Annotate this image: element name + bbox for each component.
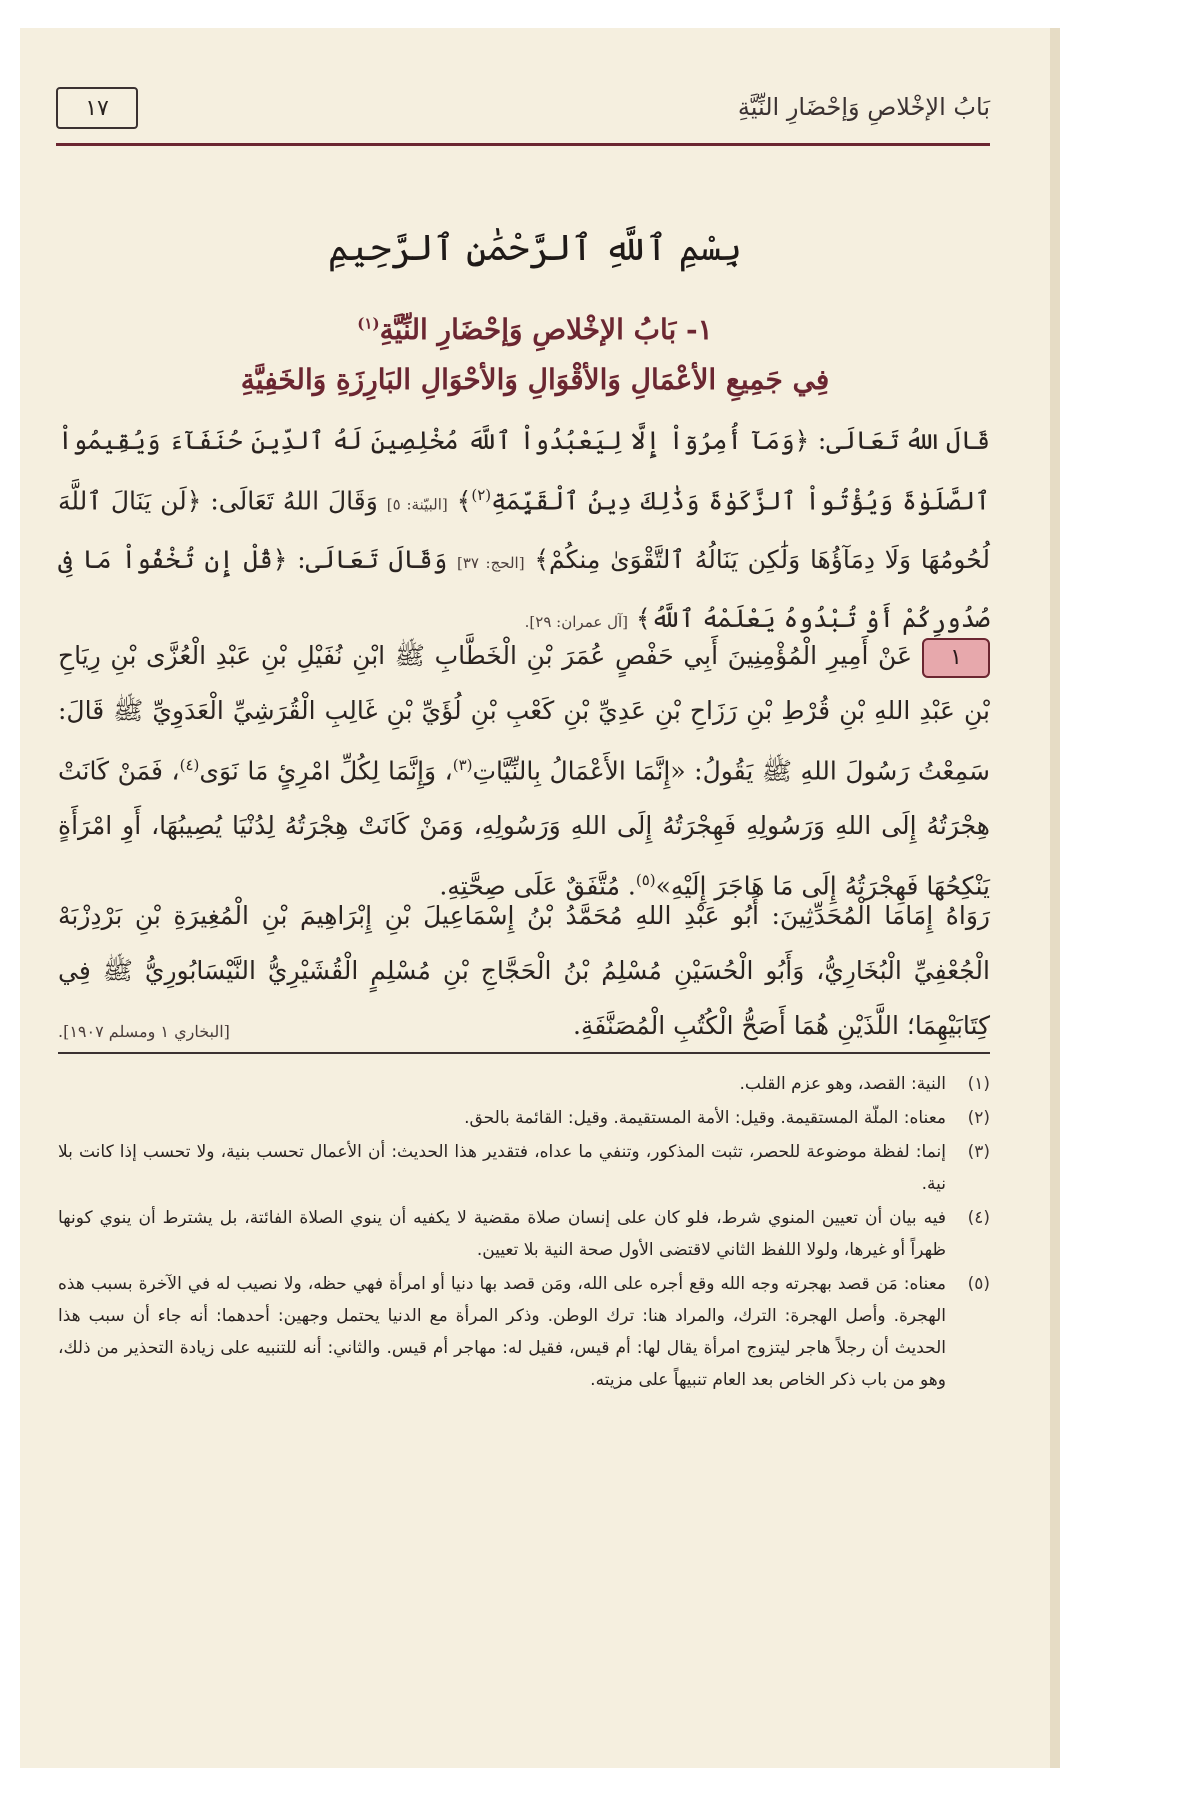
- verse-intro: وَقَالَ اللهُ تَعَالَى:: [201, 486, 387, 516]
- attribution-text: رَوَاهُ إِمَامَا الْمُحَدِّثِينَ: أَبُو عَبْدِ اللهِ مُحَمَّدُ بْنُ إِسْمَاعِيلَ بْنِ إِبْرَاهِيمَ بْنِ الْمُغِيرَةِ بْنِ بَرْدِزْبَهْ الْجُعْفِيِّ الْبُخَارِيُّ، وَأَبُو الْحُسَيْنِ مُسْلِمُ بْنُ الْحَجَّاجِ بْنِ مُسْلِمٍ الْقُشَيْرِيُّ النَّيْسَابُورِيُّ ﷺ فِي كِتَابَيْهِمَا؛ اللَّذَيْنِ هُمَا أَصَحُّ الْكُتُبِ الْمُصَنَّفَةِ.: [58, 901, 990, 1040]
- footnote-text: فيه بيان أن تعيين المنوي شرط، فلو كان على إنسان صلاة مقضية لا يكفيه أن ينوي الصلاة الفائتة، بل يشترط أن ينوي كونها ظهراً أو غيرها، ولولا اللفظ الثاني لاقتضى الأول صحة النية بلا تعيين.: [58, 1208, 946, 1260]
- running-header: [56, 83, 990, 146]
- verse-text: ﴿وَمَآ أُمِرُوٓاْ إِلَّا لِيَعْبُدُواْ ٱللَّهَ مُخْلِصِينَ لَهُ ٱلدِّينَ حُنَفَآءَ وَيُقِيمُواْ ٱلصَّلَوٰةَ وَيُؤْتُواْ ٱلزَّكَوٰةَ وَذَٰلِكَ دِينُ ٱلْقَيِّمَةِ: [58, 426, 990, 516]
- footnote-marker: (٣): [452, 756, 473, 774]
- footnote-text: معناه: الملّة المستقيمة. وقيل: الأمة المستقيمة. وقيل: القائمة بالحق.: [464, 1108, 946, 1128]
- hadith-text: [58, 628, 990, 914]
- verse-close: ﴾: [447, 486, 472, 516]
- source-reference: [البخاري ١ ومسلم ١٩٠٧].: [58, 1022, 230, 1041]
- hadith-part: ، وَإِنَّمَا لِكُلِّ امْرِئٍ مَا نَوَى: [199, 756, 453, 786]
- hadith-number-badge: ١: [922, 638, 990, 678]
- footnote-marker: (٤): [179, 756, 200, 774]
- footnote-marker: (٢): [471, 486, 492, 504]
- book-page: [20, 28, 1060, 1768]
- verse-intro: وَقَالَ تَعَالَى:: [287, 545, 457, 575]
- footnote-item: [58, 1102, 990, 1134]
- hadith-part: ، فَمَنْ كَانَتْ هِجْرَتُهُ إِلَى اللهِ وَرَسُولِهِ فَهِجْرَتُهُ إِلَى اللهِ وَرَسُولِهِ، وَمَنْ كَانَتْ هِجْرَتُهُ لِدُنْيَا يُصِيبُهَا، أَوِ امْرَأَةٍ يَنْكِحُهَا فَهِجْرَتُهُ إِلَى مَا هَاجَرَ إِلَيْهِ»: [58, 756, 990, 901]
- basmala: بِسْمِ ٱللَّهِ ٱلرَّحْمَٰنِ ٱلرَّحِيمِ: [327, 228, 743, 269]
- footnote-number: (١): [967, 1074, 990, 1094]
- footnote-number: (٤): [967, 1208, 990, 1228]
- footnote-text: معناه: مَن قصد بهجرته وجه الله وقع أجره على الله، ومَن قصد بها دنيا أو امرأة فهي حظه، ولا نصيب له في الآخرة بسبب هذه الهجرة. وأصل الهجرة: الترك، والمراد هنا: ترك الوطن. وذكر المرأة مع الدنيا يحتمل وجهين: أحدهما: أنه جاء أن سبب هذا الحديث أن رجلاً هاجر ليتزوج امرأة يقال لها: أم قيس، فقيل له: مهاجر أم قيس. والثاني: أنه للتنبيه على زيادة التحذير من ذلك، وهو من باب ذكر الخاص بعد العام تنبيهاً على مزيته.: [58, 1274, 946, 1390]
- footnotes: [58, 1068, 990, 1398]
- footnote-number: (٥): [967, 1274, 990, 1294]
- footnote-number: (٢): [967, 1108, 990, 1128]
- footnote-number: (٣): [967, 1142, 990, 1162]
- footnote-marker: (٥): [635, 871, 656, 890]
- hadith-part: عَنْ أَمِيرِ الْمُؤْمِنِينَ أَبِي حَفْصٍ عُمَرَ بْنِ الْخَطَّابِ ﷺ ابْنِ نُفَيْلِ بْنِ عَبْدِ الْعُزَّى بْنِ رِيَاحِ بْنِ عَبْدِ اللهِ بْنِ قُرْطِ بْنِ رَزَاحِ بْنِ عَدِيِّ بْنِ كَعْبِ بْنِ لُؤَيِّ بْنِ غَالِبِ الْقُرَشِيِّ الْعَدَوِيِّ ﷺ قَالَ: سَمِعْتُ رَسُولَ اللهِ ﷺ يَقُولُ: «إِنَّمَا الأَعْمَالُ بِالنِّيَّاتِ: [58, 641, 990, 786]
- chapter-title: بَابُ الإخْلاصِ وَإحْضَارِ النِّيَّةِ: [737, 93, 990, 121]
- page-number: ١٧: [56, 87, 138, 129]
- footnote-item: [58, 1136, 990, 1200]
- verse-text: ﴿لَن يَنَالَ ٱللَّهَ لُحُومُهَا وَلَا دِمَآؤُهَا وَلَٰكِن يَنَالُهُ ٱلتَّقْوَىٰ مِنكُمْ﴾: [58, 486, 991, 575]
- footnote-divider: [58, 1052, 990, 1054]
- footnote-marker: (١): [357, 314, 380, 333]
- verse-reference: [الحج: ٣٧]: [456, 554, 525, 573]
- verse-intro: قَالَ اللهُ تَعَالَى:: [809, 426, 991, 455]
- footnote-item: [58, 1268, 990, 1396]
- footnote-text: النية: القصد، وهو عزم القلب.: [739, 1074, 946, 1094]
- footnote-item: [58, 1068, 990, 1100]
- verse-text: ﴿قُلْ إِن تُخْفُواْ مَا فِى صُدُورِكُمْ أَوْ تُبْدُوهُ يَعْلَمْهُ ٱللَّهُ﴾: [58, 545, 990, 634]
- hadith-part: . مُتَّفَقٌ عَلَى صِحَّتِهِ.: [439, 871, 636, 901]
- footnote-text: إنما: لفظة موضوعة للحصر، تثبت المذكور، وتنفي ما عداه، فتقدير هذا الحديث: أن الأعمال تحسب بنية، ولا تحسب إذا كانت بلا نية.: [58, 1142, 946, 1194]
- verse-reference: [آل عمران: ٢٩].: [524, 613, 628, 632]
- quran-verses: [58, 413, 990, 650]
- footnote-item: [58, 1202, 990, 1266]
- section-subtitle: فِي جَمِيعِ الأعْمَالِ وَالأقْوَالِ وَالأحْوَالِ البَارِزَةِ وَالخَفِيَّةِ: [240, 363, 830, 396]
- verse-reference: [البيّنة: ٥]: [386, 495, 448, 514]
- section-title-text: ١- بَابُ الإخْلاصِ وَإحْضَارِ النِّيَّةِ: [379, 313, 713, 346]
- hadith-attribution: [58, 888, 990, 1059]
- section-title: [80, 313, 990, 346]
